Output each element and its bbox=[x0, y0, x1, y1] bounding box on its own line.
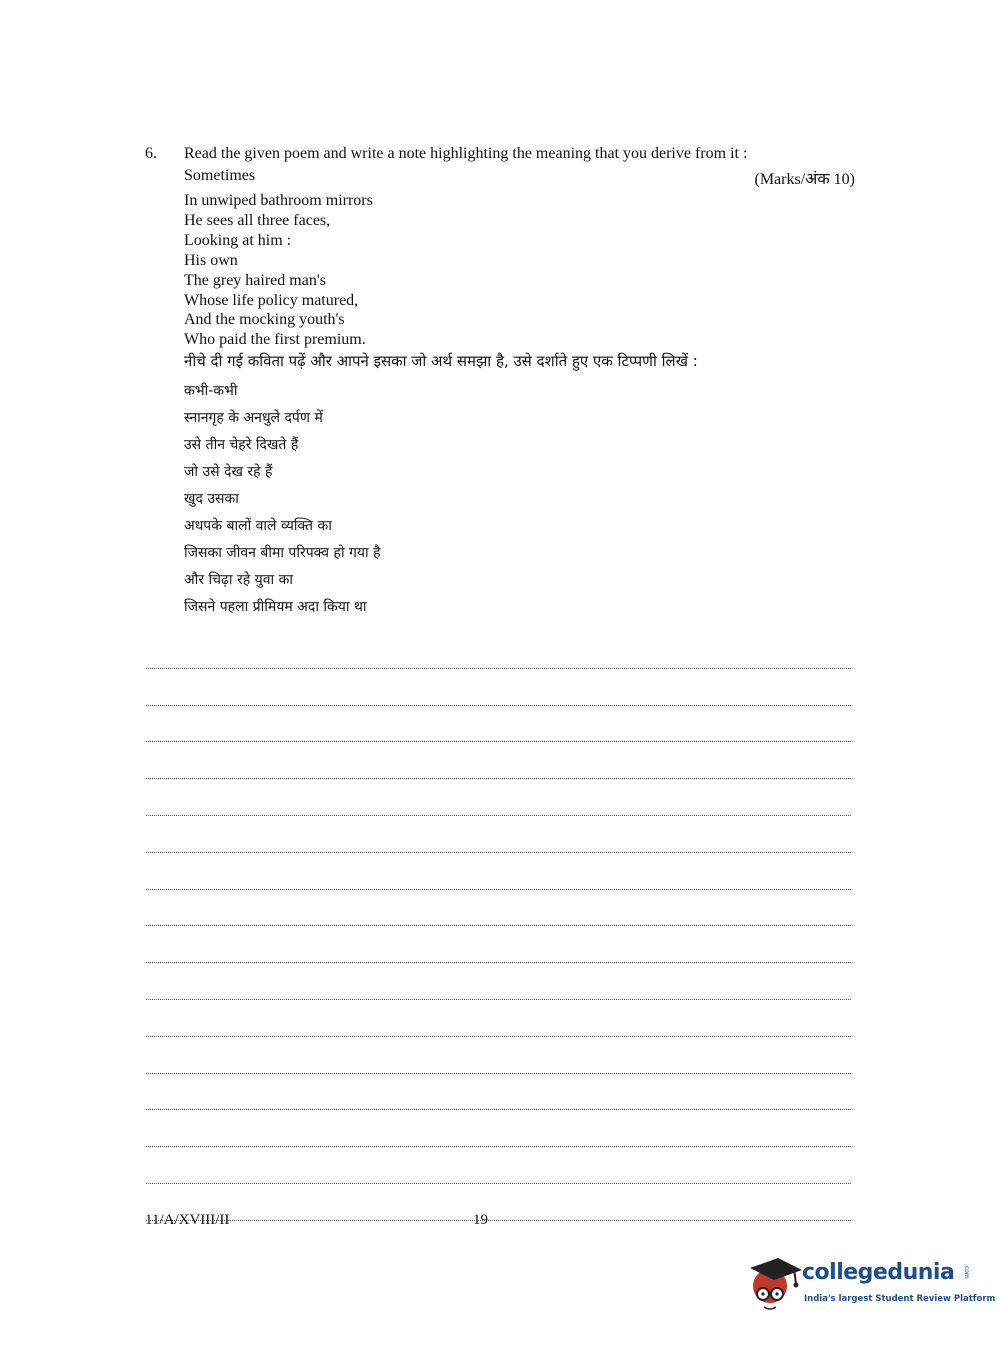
page-number: 19 bbox=[473, 1212, 488, 1228]
answer-line[interactable] bbox=[146, 1074, 851, 1111]
answer-line[interactable] bbox=[146, 742, 851, 779]
poem-line-hindi: कभी-कभी bbox=[184, 383, 238, 399]
poem-title: Sometimes bbox=[184, 167, 256, 184]
answer-line[interactable] bbox=[146, 1110, 851, 1147]
answer-line[interactable] bbox=[146, 1037, 851, 1074]
answer-line[interactable] bbox=[146, 926, 851, 963]
poem-line: He sees all three faces, bbox=[184, 211, 331, 229]
answer-line[interactable] bbox=[146, 1184, 851, 1221]
graduate-mascot-icon bbox=[744, 1250, 804, 1314]
poem-line-hindi: स्नानगृह के अनधुले दर्पण में bbox=[184, 410, 323, 426]
poem-line-hindi: और चिढ़ा रहे युवा का bbox=[184, 572, 293, 588]
answer-lines[interactable] bbox=[146, 632, 851, 1221]
answer-line[interactable] bbox=[146, 890, 851, 927]
answer-line[interactable] bbox=[146, 853, 851, 890]
hindi-instruction: नीचे दी गई कविता पढ़ें और आपने इसका जो अर्थ समझा है, उसे दर्शाते हुए एक टिप्पणी लिखें : bbox=[184, 352, 698, 370]
logo-dotcom: .com bbox=[963, 1264, 970, 1279]
poem-line: Looking at him : bbox=[184, 231, 292, 249]
collegedunia-logo bbox=[744, 1250, 996, 1314]
poem-line: In unwiped bathroom mirrors bbox=[184, 192, 373, 209]
poem-line: The grey haired man's bbox=[184, 271, 326, 289]
poem-line-hindi: अधपके बालों वाले व्यक्ति का bbox=[184, 518, 332, 534]
poem-line: And the mocking youth's bbox=[184, 311, 345, 329]
poem-line-hindi: खुद उसका bbox=[184, 491, 239, 507]
logo-wordmark: collegedunia bbox=[802, 1260, 955, 1285]
answer-line[interactable] bbox=[146, 632, 851, 669]
poem-english bbox=[184, 191, 373, 350]
answer-line[interactable] bbox=[146, 963, 851, 1000]
poem-line: His own bbox=[184, 251, 238, 269]
marks-label: (Marks/अंक 10) bbox=[754, 171, 855, 188]
answer-line[interactable] bbox=[146, 669, 851, 706]
poem-line: Whose life policy matured, bbox=[184, 291, 359, 309]
poem-line-hindi: उसे तीन चेहरे दिखते हैं bbox=[184, 437, 299, 453]
paper-code: 11/A/XVIII/II bbox=[145, 1212, 230, 1228]
poem-hindi bbox=[184, 378, 381, 621]
answer-line[interactable] bbox=[146, 1000, 851, 1037]
question-number: 6. bbox=[145, 145, 157, 162]
answer-line[interactable] bbox=[146, 779, 851, 816]
poem-line-hindi: जो उसे देख रहे हैं bbox=[184, 464, 273, 480]
question-prompt: Read the given poem and write a note highlighting the meaning that you derive from it : bbox=[184, 145, 748, 162]
answer-line[interactable] bbox=[146, 1147, 851, 1184]
poem-line: Who paid the first premium. bbox=[184, 331, 366, 349]
logo-tagline: India's largest Student Review Platform bbox=[804, 1294, 996, 1304]
answer-line[interactable] bbox=[146, 816, 851, 853]
answer-line[interactable] bbox=[146, 706, 851, 743]
poem-line-hindi: जिसने पहला प्रीमियम अदा किया था bbox=[184, 599, 367, 615]
poem-line-hindi: जिसका जीवन बीमा परिपक्व हो गया है bbox=[184, 545, 381, 561]
